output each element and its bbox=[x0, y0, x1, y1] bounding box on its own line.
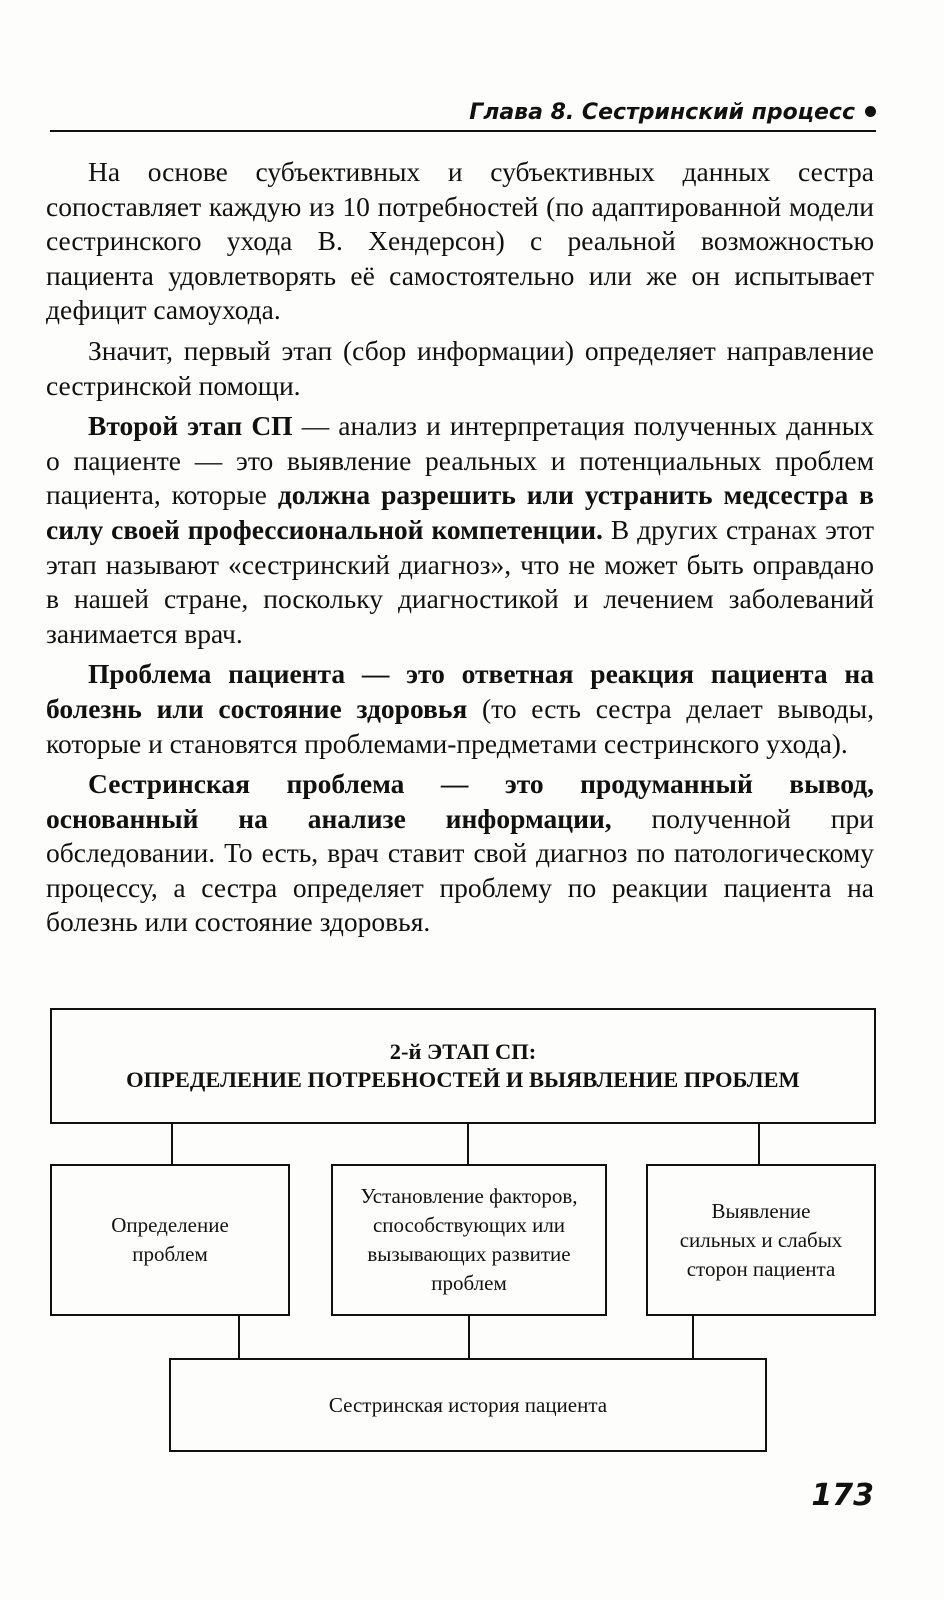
paragraph-4-text: (то есть сестра делает выводы, которые и становятся проблемами-предметами сестринского ухода). bbox=[46, 692, 874, 759]
paragraph-1 bbox=[46, 155, 874, 328]
box-define-problems-label: Определение проблем bbox=[111, 1213, 229, 1266]
connector-line bbox=[692, 1314, 694, 1360]
paragraph-3-text-end: В других странах этот этап называют «сестринский диагноз», что не может быть оправдано в нашей стране, поскольку диагностикой и лечением заболеваний занимается врач. bbox=[46, 513, 874, 649]
paragraph-5 bbox=[46, 767, 874, 940]
connector-line bbox=[238, 1314, 240, 1360]
paragraph-1-text: На основе субъективных и субъективных данных сестра сопоставляет каждую из 10 потребностей (по адаптированной модели сестринского ухода В. Хендерсон) с реальной возможностью пациента удовлетворять её самостоятельно или же он испытывает дефицит самоухода. bbox=[46, 156, 874, 326]
box-identify-factors-label: Установление факторов, способствующих или вызывающих развитие проблем bbox=[360, 1184, 578, 1295]
body-text bbox=[46, 155, 874, 946]
diagram-stage-label: 2-й ЭТАП СП: bbox=[389, 1039, 537, 1064]
paragraph-2-text: Значит, первый этап (сбор информации) определяет направление сестринской помощи. bbox=[46, 334, 874, 401]
box-define-problems bbox=[50, 1164, 290, 1316]
paragraph-2 bbox=[46, 334, 874, 403]
connector-line bbox=[758, 1122, 760, 1166]
paragraph-5-definition: Сестринская проблема — это продуманный вывод, основанный на анализе информации, bbox=[46, 768, 874, 834]
connector-line bbox=[468, 1314, 470, 1360]
page-number: 173 bbox=[811, 1478, 874, 1513]
paragraph-5-text: полученной при обследовании. То есть, врач ставит свой диагноз по патологическому процессу, а сестра определяет проблему по реакции пациента на болезнь или состояние здоровья. bbox=[46, 802, 874, 938]
diagram-stage-title: ОПРЕДЕЛЕНИЕ ПОТРЕБНОСТЕЙ И ВЫЯВЛЕНИЕ ПРОБЛЕМ bbox=[126, 1067, 800, 1092]
box-nursing-history-label: Сестринская история пациента bbox=[328, 1392, 608, 1417]
paragraph-4-definition: Проблема пациента — это ответная реакция пациента на болезнь или состояние здоровья bbox=[46, 658, 874, 724]
diagram-title-box bbox=[50, 1008, 876, 1124]
box-nursing-history bbox=[169, 1358, 767, 1452]
running-header bbox=[50, 98, 876, 132]
box-identify-factors bbox=[331, 1164, 607, 1316]
paragraph-3-emphasis: должна разрешить или устранить медсестра в силу своей профессиональной компетенции. bbox=[46, 479, 875, 545]
connector-line bbox=[467, 1122, 469, 1166]
paragraph-3-term: Второй этап СП bbox=[88, 410, 293, 442]
paragraph-3-text: — анализ и интерпретация полученных данных о пациенте — это выявление реальных и потенциальных проблем пациента, которые bbox=[46, 410, 875, 511]
connector-line bbox=[171, 1122, 173, 1166]
paragraph-4 bbox=[46, 657, 874, 761]
box-strengths-weaknesses bbox=[646, 1164, 876, 1316]
bullet-icon bbox=[865, 106, 876, 117]
running-title: Глава 8. Сестринский процесс bbox=[469, 100, 855, 125]
box-strengths-weaknesses-label: Выявление сильных и слабых сторон пациента bbox=[679, 1198, 843, 1281]
paragraph-3 bbox=[46, 409, 874, 651]
